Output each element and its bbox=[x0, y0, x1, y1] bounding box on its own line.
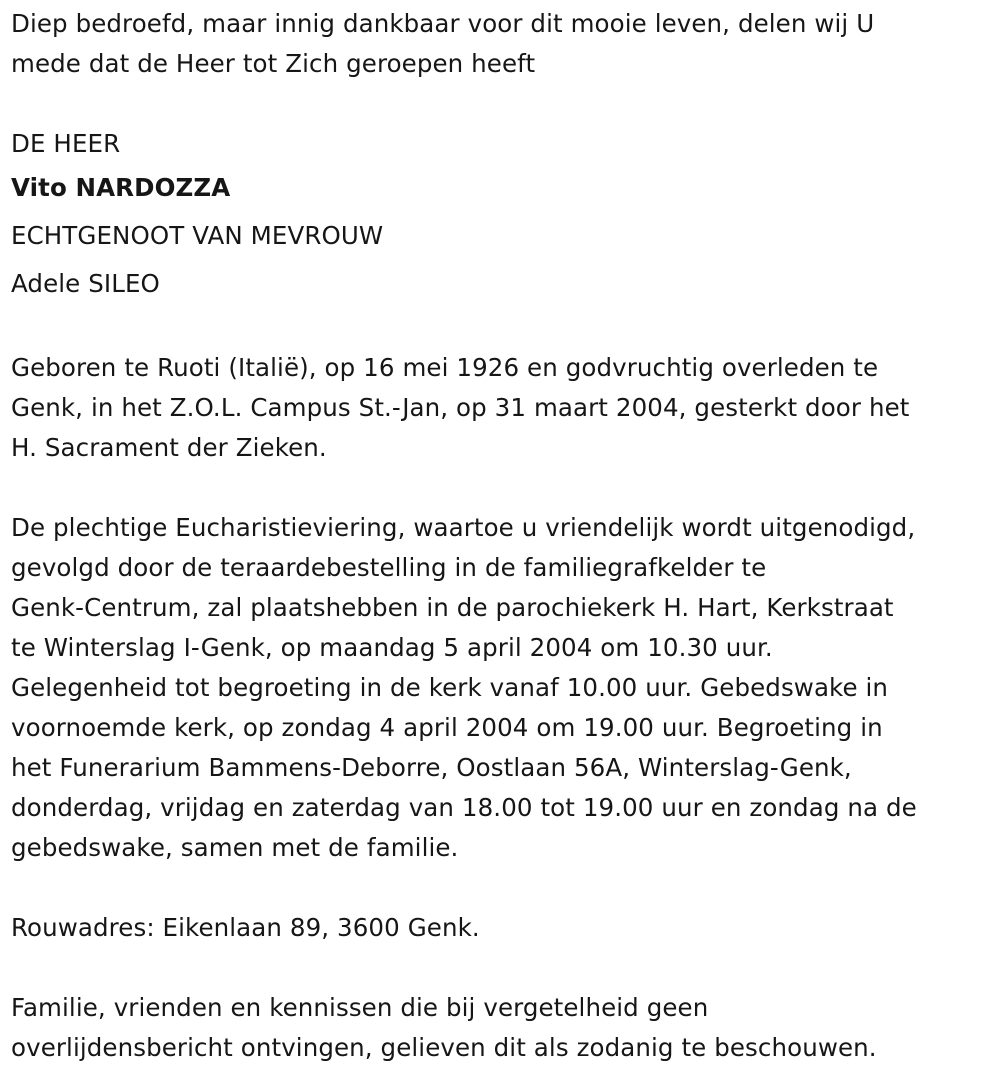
spacer bbox=[11, 868, 996, 908]
spacer bbox=[11, 948, 996, 988]
spacer bbox=[11, 84, 996, 124]
birth-death-line: Geboren te Ruoti (Italië), op 16 mei 1926 en godvruchtig overleden te bbox=[11, 353, 879, 382]
intro-paragraph bbox=[11, 4, 996, 84]
spouse-name: Adele SILEO bbox=[11, 269, 160, 298]
person-title: DE HEER bbox=[11, 129, 121, 158]
birth-death-line: Genk, in het Z.O.L. Campus St.-Jan, op 31 maart 2004, gesterkt door het bbox=[11, 393, 910, 422]
birth-death-line: H. Sacrament der Zieken. bbox=[11, 433, 327, 462]
ceremony-line: gevolgd door de teraardebestelling in de familiegrafkelder te bbox=[11, 553, 767, 582]
person-block bbox=[11, 124, 996, 308]
ceremony-line: te Winterslag I-Genk, op maandag 5 april 2004 om 10.30 uur. bbox=[11, 633, 773, 662]
spacer bbox=[11, 468, 996, 508]
closing-paragraph bbox=[11, 988, 996, 1068]
ceremony-line: het Funerarium Bammens-Deborre, Oostlaan 56A, Winterslag-Genk, bbox=[11, 753, 852, 782]
closing-line: Familie, vrienden en kennissen die bij vergetelheid geen bbox=[11, 993, 709, 1022]
person-relation: ECHTGENOOT VAN MEVROUW bbox=[11, 221, 384, 250]
intro-line: mede dat de Heer tot Zich geroepen heeft bbox=[11, 49, 536, 78]
person-name: Vito NARDOZZA bbox=[11, 173, 231, 202]
ceremony-line: Genk-Centrum, zal plaatshebben in de parochiekerk H. Hart, Kerkstraat bbox=[11, 593, 894, 622]
death-notice bbox=[11, 4, 996, 1068]
birth-death-paragraph bbox=[11, 348, 996, 468]
intro-line: Diep bedroefd, maar innig dankbaar voor dit mooie leven, delen wij U bbox=[11, 9, 875, 38]
ceremony-line: gebedswake, samen met de familie. bbox=[11, 833, 459, 862]
spacer bbox=[11, 308, 996, 348]
ceremony-paragraph bbox=[11, 508, 996, 868]
ceremony-line: Gelegenheid tot begroeting in de kerk vanaf 10.00 uur. Gebedswake in bbox=[11, 673, 889, 702]
mourning-address: Rouwadres: Eikenlaan 89, 3600 Genk. bbox=[11, 913, 480, 942]
ceremony-line: donderdag, vrijdag en zaterdag van 18.00 tot 19.00 uur en zondag na de bbox=[11, 793, 917, 822]
closing-line: overlijdensbericht ontvingen, gelieven dit als zodanig te beschouwen. bbox=[11, 1033, 877, 1062]
ceremony-line: De plechtige Eucharistieviering, waartoe u vriendelijk wordt uitgenodigd, bbox=[11, 513, 916, 542]
ceremony-line: voornoemde kerk, op zondag 4 april 2004 om 19.00 uur. Begroeting in bbox=[11, 713, 883, 742]
